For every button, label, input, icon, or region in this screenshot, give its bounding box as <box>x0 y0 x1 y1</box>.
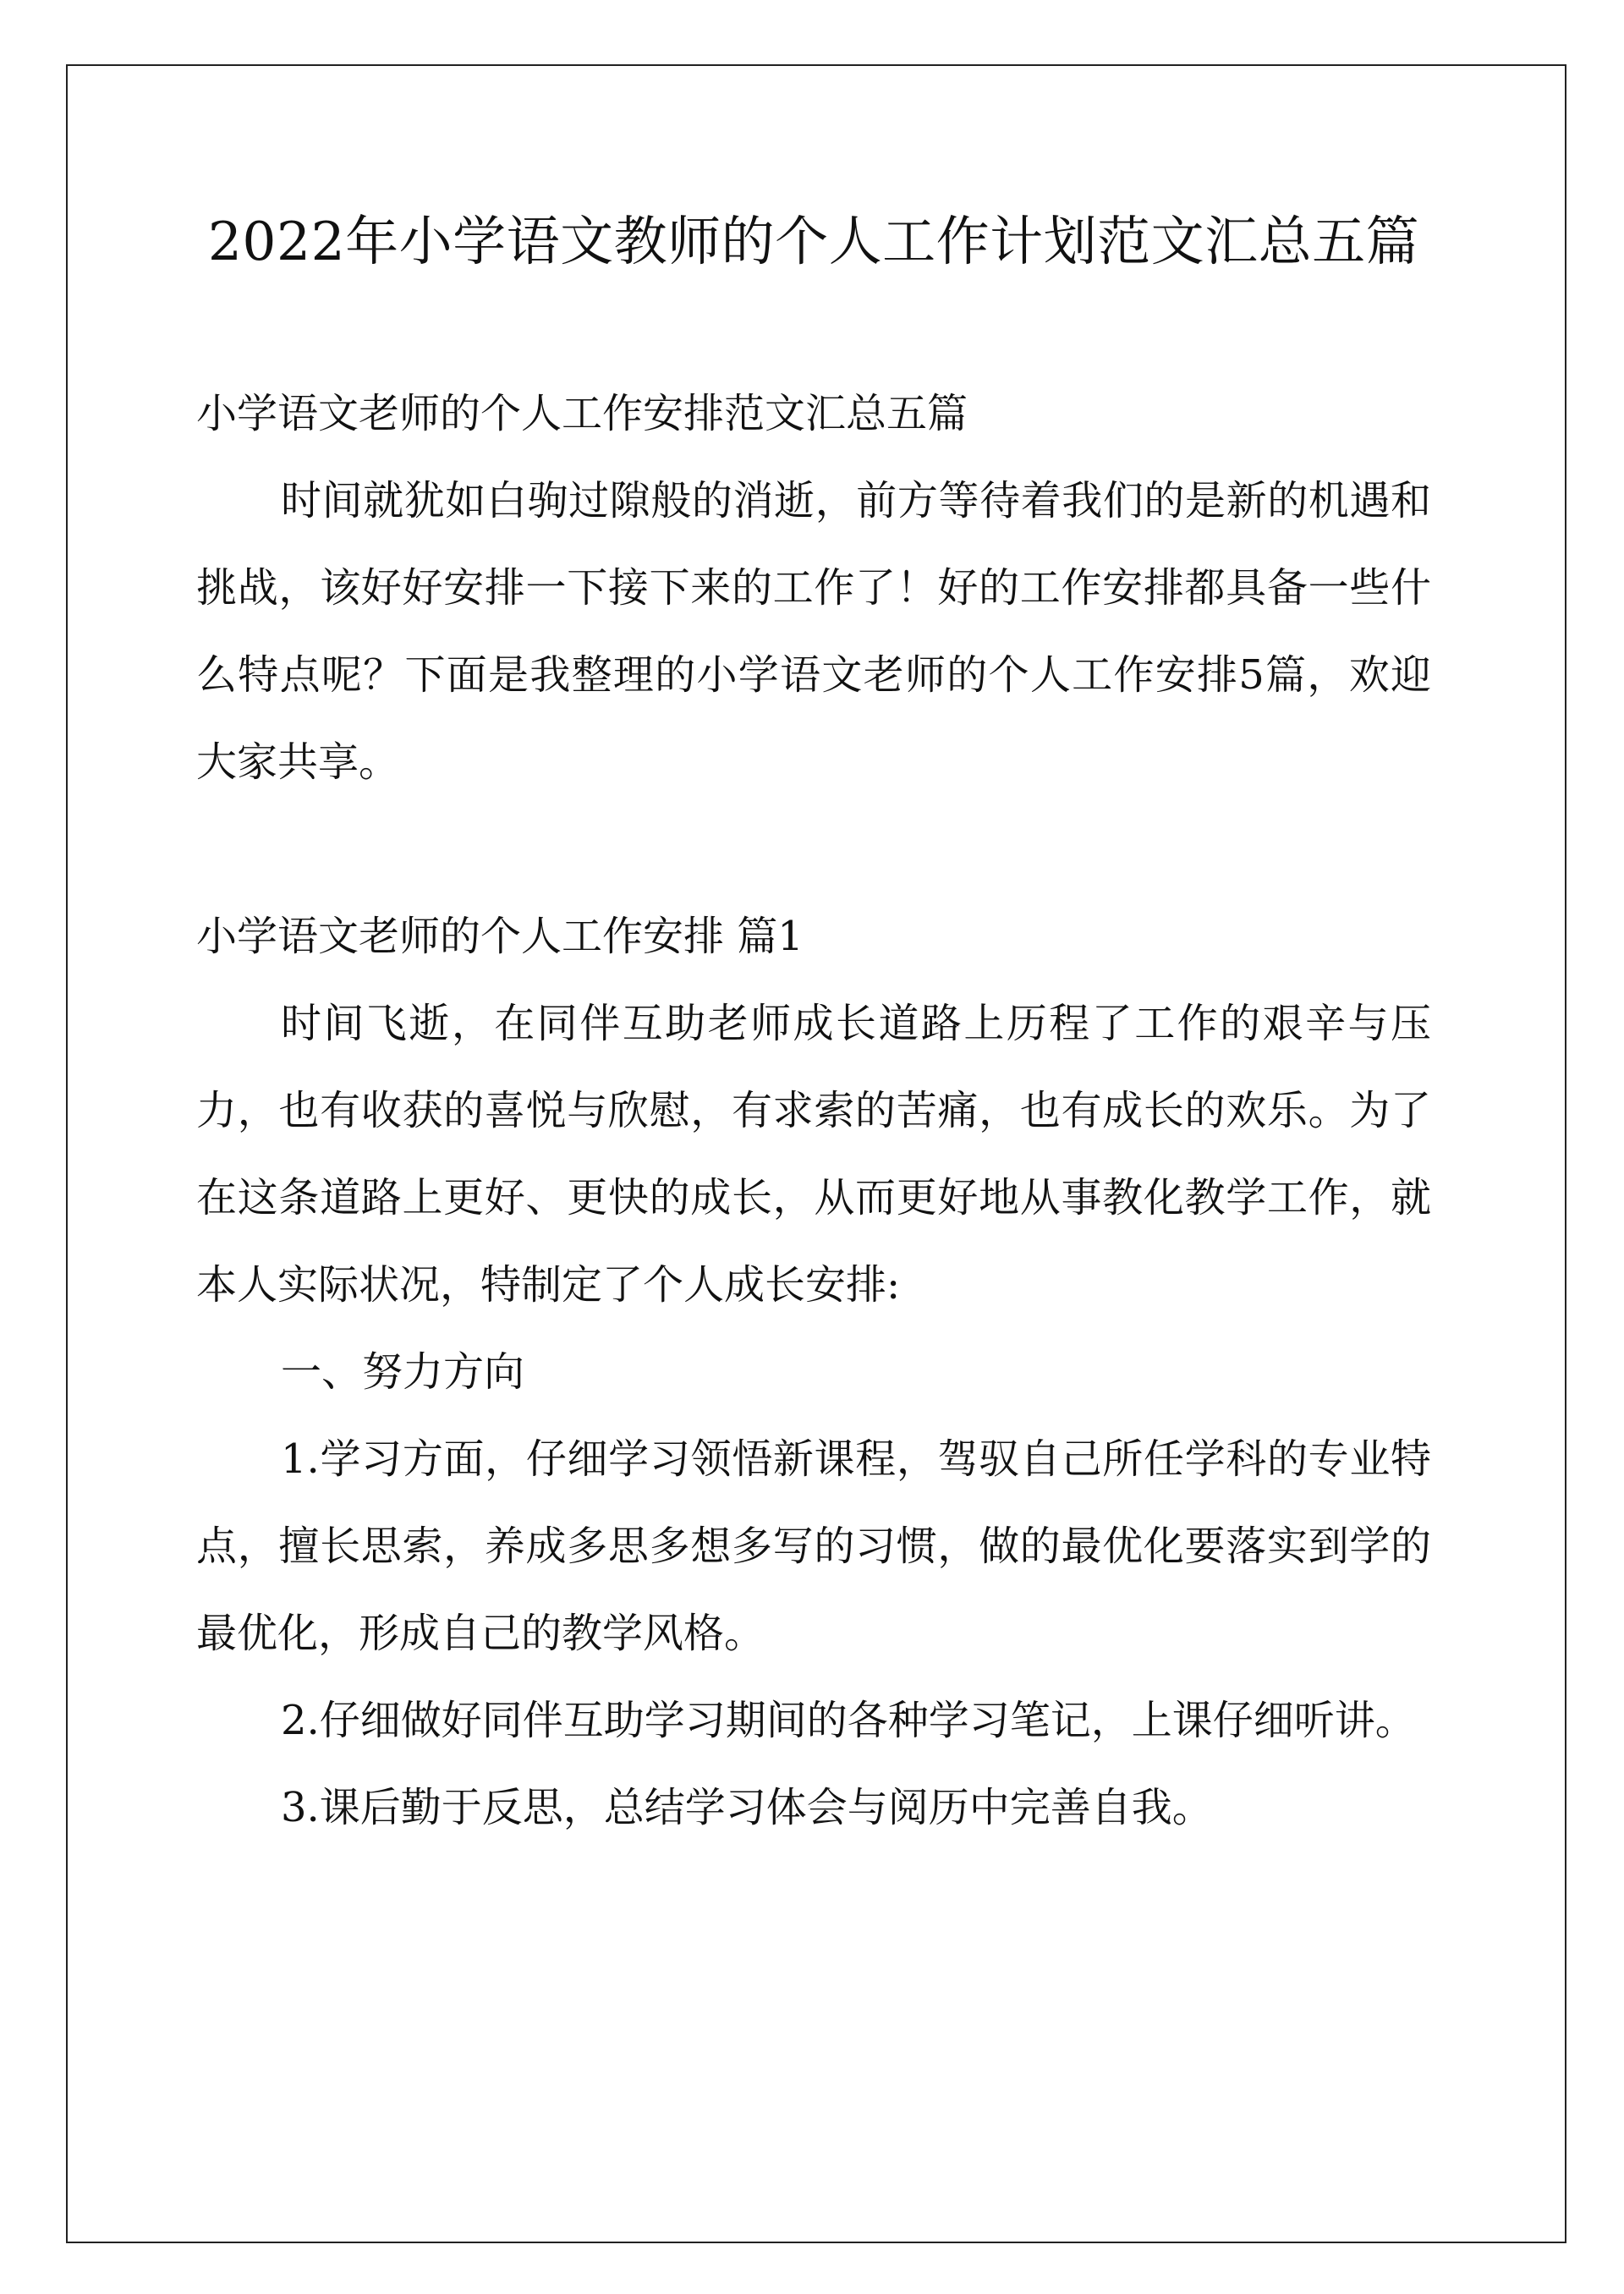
paragraph-heading: 一、努力方向 <box>281 1348 525 1396</box>
document-body <box>196 200 1431 1852</box>
paragraph: 1.学习方面，仔细学习领悟新课程，驾驭自己所任学科的专业特点，擅长思索，养成多思多想多写的习惯，做的最优化要落实到学的最优化，形成自己的教学风格。 <box>196 1435 1431 1657</box>
paragraph: 2.仔细做好同伴互助学习期间的各种学习笔记，上课仔细听讲。 <box>281 1697 1416 1744</box>
paragraph: 3.课后勤于反思，总结学习体会与阅历中完善自我。 <box>281 1784 1213 1831</box>
paragraph: 时间飞逝，在同伴互助老师成长道路上历程了工作的艰辛与压力，也有收获的喜悦与欣慰，有求索的苦痛，也有成长的欢乐。为了在这条道路上更好、更快的成长，从而更好地从事教化教学工作，就本人实际状况，特制定了个人成长安排: <box>196 1000 1431 1309</box>
intro-paragraph: 时间就犹如白驹过隙般的消逝，前方等待着我们的是新的机遇和挑战，该好好安排一下接下来的工作了！好的工作安排都具备一些什么特点呢？下面是我整理的小学语文老师的个人工作安排5篇，欢迎大家共享。 <box>196 477 1431 786</box>
document-subtitle: 小学语文老师的个人工作安排范文汇总五篇 <box>196 390 968 437</box>
spacer <box>196 806 1431 893</box>
section-heading: 小学语文老师的个人工作安排 篇1 <box>196 913 804 960</box>
document-title: 2022年小学语文教师的个人工作计划范文汇总五篇 <box>207 211 1420 272</box>
